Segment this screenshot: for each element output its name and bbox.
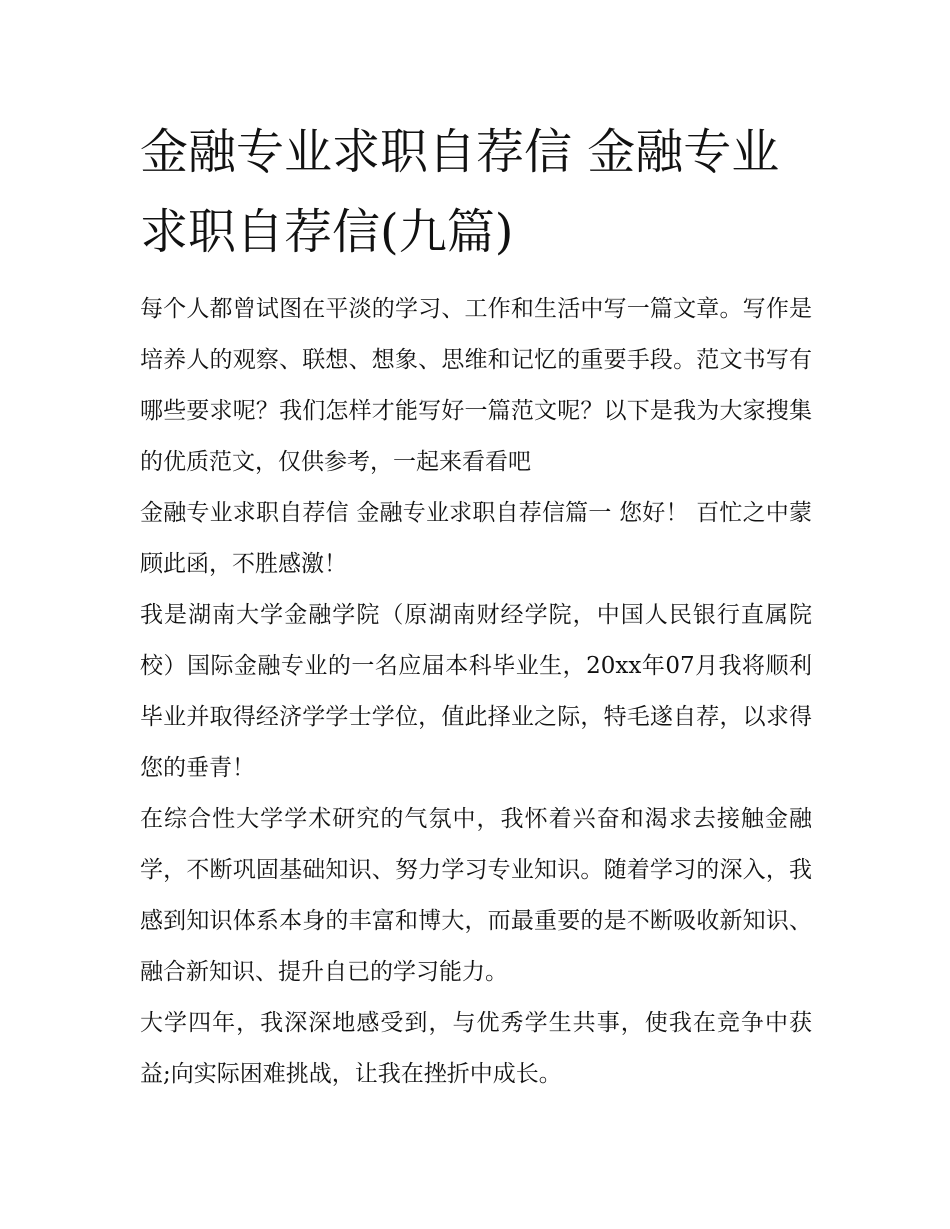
document-title: 金融专业求职自荐信 金融专业求职自荐信(九篇) [140, 124, 780, 260]
document-page [140, 112, 812, 1100]
paragraph-self-introduction: 我是湖南大学金融学院（原湖南财经学院，中国人民银行直属院校）国际金融专业的一名应届本科毕业生，20xx年07月我将顺利毕业并取得经济学学士学位，值此择业之际，特毛遂自荐，以求得您的垂青！ [140, 602, 812, 781]
paragraph-greeting: 金融专业求职自荐信 金融专业求职自荐信篇一 您好！ 百忙之中蒙顾此函，不胜感激！ [140, 500, 812, 577]
paragraph-intro: 每个人都曾试图在平淡的学习、工作和生活中写一篇文章。写作是培养人的观察、联想、想象、思维和记忆的重要手段。范文书写有哪些要求呢？我们怎样才能写好一篇范文呢？以下是我为大家搜集的优质范文，仅供参考，一起来看看吧 [140, 296, 812, 475]
paragraph-study: 在综合性大学学术研究的气氛中，我怀着兴奋和渴求去接触金融学，不断巩固基础知识、努力学习专业知识。随着学习的深入，我感到知识体系本身的丰富和博大，而最重要的是不断吸收新知识、融合新知识、提升自已的学习能力。 [140, 806, 812, 985]
paragraph-university-years: 大学四年，我深深地感受到，与优秀学生共事，使我在竞争中获益;向实际困难挑战，让我在挫折中成长。 [140, 1010, 812, 1087]
